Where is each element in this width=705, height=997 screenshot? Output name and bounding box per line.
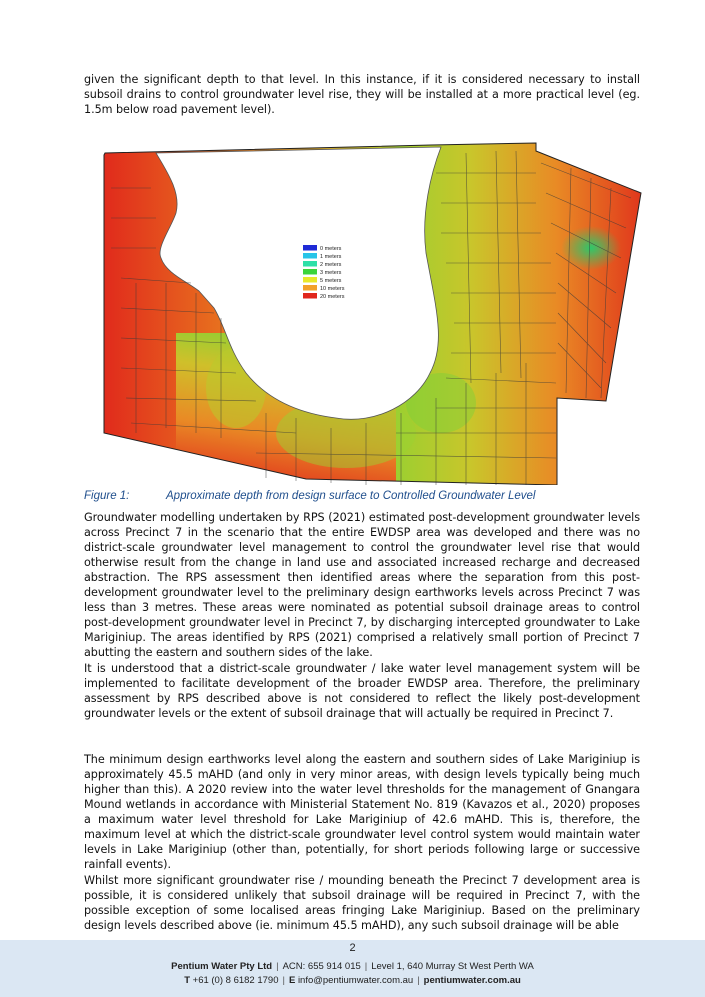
legend-swatch (303, 293, 317, 299)
email-link[interactable]: info@pentiumwater.com.au (297, 975, 414, 986)
paragraph-groundwater-modelling: Groundwater modelling undertaken by RPS (2021) estimated post-development groundwater levels across Precinct 7 in the scenario that the entire EWDSP area was developed and there was no district-scale groundwater level management to control the groundwater level rise that would otherwise result from the change in land use and associated increased recharge and decreased abstraction. The RPS assessment then identified areas where the separation from this post-development groundwater level to the preliminary design earthworks levels across Precinct 7 was less than 3 metres. These areas were nominated as potential subsoil drainage areas to control post-development groundwater level in Precinct 7, by discharging intercepted groundwater to Lake Mariginiup. The areas identified by RPS (2021) comprised a relatively small portion of Precinct 7 abutting the eastern and southern sides of the lake. (84, 511, 640, 659)
company-name: Pentium Water Pty Ltd (171, 961, 273, 972)
map-svg (96, 133, 643, 485)
legend-swatch (303, 269, 317, 275)
legend-label: 5 meters (320, 278, 342, 284)
footer-company-line: Pentium Water Pty Ltd | ACN: 655 914 015 | Level 1, 640 Murray St West Perth WA (171, 961, 534, 972)
website-link[interactable]: pentiumwater.com.au (423, 975, 521, 986)
paragraph-intro: given the significant depth to that level. In this instance, if it is considered necessary to install subsoil drains to control groundwater level rise, they will be installed at a more practical level (eg. 1.5m below road pavement level). (84, 73, 640, 116)
paragraph-design-earthworks-level: The minimum design earthworks level along the eastern and southern sides of Lake Mariginiup is approximately 45.5 mAHD (and only in very minor areas, with design levels typically being much higher than this). A 2020 review into the water level thresholds for the management of Gnangara Mound wetlands in accordance with Ministerial Statement No. 819 (Kavazos et al., 2020) proposes a maximum water level threshold for Lake Mariginiup of 42.6 mAHD. This is, therefore, the maximum level at which the district-scale groundwater level control system would maintain water levels in Lake Mariginiup (other than, potentially, for short periods following large or successive rainfall events). (84, 753, 640, 871)
figure-caption-text: Approximate depth from design surface to Controlled Groundwater Level (166, 490, 536, 502)
legend-label: 0 meters (320, 246, 342, 252)
legend-label: 3 meters (320, 270, 342, 276)
groundwater-depth-map (96, 133, 643, 485)
company-address: Level 1, 640 Murray St West Perth WA (371, 961, 534, 972)
legend-label: 10 meters (320, 286, 345, 292)
legend-swatch (303, 261, 317, 267)
paragraph-subsoil-drainage: Whilst more significant groundwater rise / mounding beneath the Precinct 7 development area is possible, it is considered unlikely that subsoil drainage will be required in Precinct 7, with the possible exception of some localised areas fringing Lake Mariginiup. Based on the preliminary design levels described above (ie. minimum 45.5 mAHD), any such subsoil drainage will be able (84, 874, 640, 932)
legend-swatch (303, 253, 317, 259)
paragraph-district-scale-system: It is understood that a district-scale groundwater / lake water level management system will be implemented to facilitate development of the broader EWDSP area. Therefore, the preliminary assessment by RPS described above is not considered to reflect the likely post-development groundwater levels or the extent of subsoil drainage that will actually be required in Precinct 7. (84, 662, 640, 720)
legend-label: 1 meters (320, 254, 342, 260)
legend-label: 2 meters (320, 262, 342, 268)
email-label: E (288, 975, 296, 986)
footer-contact-line: T +61 (0) 8 6182 1790 | E info@pentiumwater.com.au | pentiumwater.com.au (184, 975, 521, 986)
legend-label: 20 meters (320, 294, 345, 300)
phone-label: T (184, 975, 190, 986)
legend-swatch (303, 245, 317, 251)
figure-caption (84, 490, 644, 502)
page-footer (0, 940, 705, 997)
legend-swatch (303, 277, 317, 283)
page-number: 2 (349, 942, 356, 954)
company-acn: ACN: 655 914 015 (282, 961, 361, 972)
legend-swatch (303, 285, 317, 291)
phone-number[interactable]: +61 (0) 8 6182 1790 (192, 975, 279, 986)
figure-number: Figure 1: (84, 490, 130, 502)
